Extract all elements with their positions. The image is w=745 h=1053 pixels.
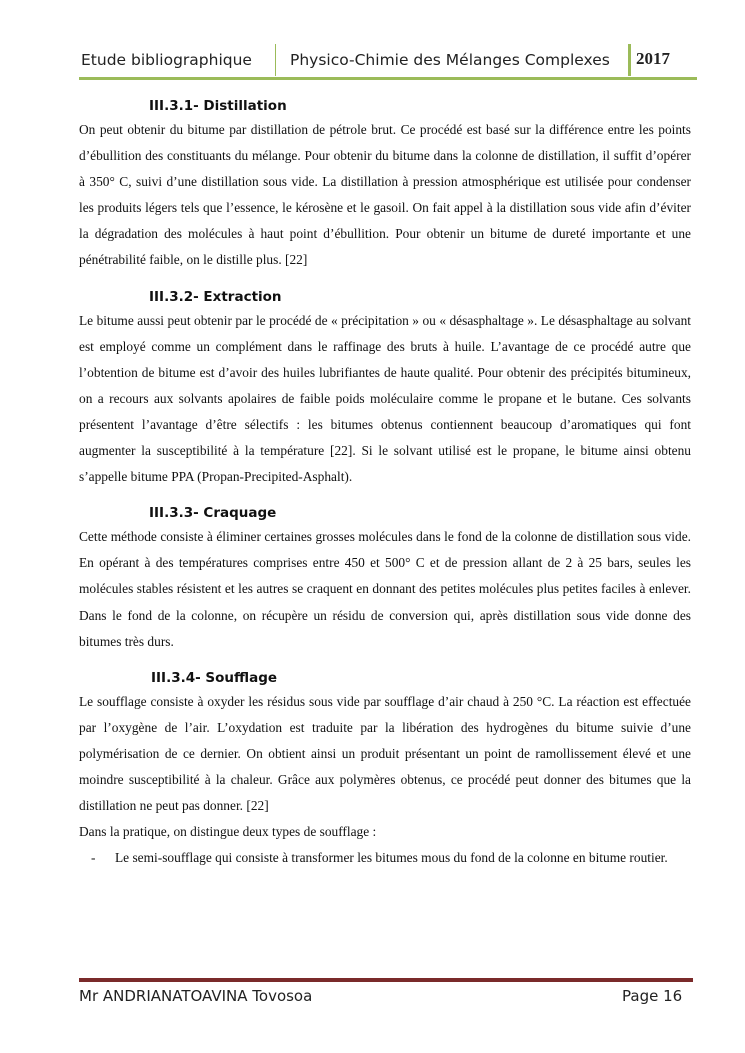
header-rule xyxy=(79,77,697,80)
section-heading-craquage: III.3.3- Craquage xyxy=(149,505,277,522)
footer-page-number: Page 16 xyxy=(622,987,683,1005)
paragraph-distillation: On peut obtenir du bitume par distillation de pétrole brut. Ce procédé est basé sur la différence entre les points d’ébullition des constituants du mélange. Pour obtenir du bitume dans la colonne de distillation, il suffit d’opérer à 350° C, suivi d’une distillation sous vide. La distillation à pression atmosphérique est utilisée pour condenser les produits légers tels que l’essence, le kérosène et le gasoil. On fait appel à la distillation sous vide afin d’éviter la dégradation des molécules à haut point d’ébullition. Pour obtenir un bitume de dureté importante et une pénétrabilité faible, on le distille plus. [22] xyxy=(79,122,691,268)
paragraph-craquage: Cette méthode consiste à éliminer certaines grosses molécules dans le fond de la colonne de distillation sous vide. En opérant à des températures comprises entre 450 et 500° C et de pression allant de 2 à 25 bars, seules les molécules stables résistent et les autres se craquent en donnant des petites molécules plus petites faciles à enlever. Dans le fond de la colonne, on récupère un résidu de conversion qui, après distillation sous vide donne des bitumes très durs. xyxy=(79,529,691,649)
header-separator-year xyxy=(628,44,631,76)
header-title: Physico-Chimie des Mélanges Complexes xyxy=(290,51,610,69)
list-item-text: Le semi-soufflage qui consiste à transformer les bitumes mous du fond de la colonne en bitume routier. xyxy=(115,850,668,866)
section-heading-soufflage: III.3.4- Soufflage xyxy=(151,669,278,686)
paragraph-soufflage: Le soufflage consiste à oxyder les résidus sous vide par soufflage d’air chaud à 250 °C. La réaction est effectuée par l’oxygène de l’air. L’oxydation est traduite par la libération des hydrogènes du bitume suivie d’une polymérisation de ce dernier. On obtient ainsi un produit présentant un point de ramollissement élevé et une moindre susceptibilité à la chaleur. Grâce aux polymères obtenus, ce procédé peut donner des bitumes que la distillation ne peut pas donner. [22] xyxy=(79,693,691,814)
footer-author: Mr ANDRIANATOAVINA Tovosoa xyxy=(79,987,313,1005)
header-year: 2017 xyxy=(636,49,670,68)
list-item xyxy=(79,845,691,871)
section-heading-distillation: III.3.1- Distillation xyxy=(149,98,287,114)
header-separator xyxy=(275,44,276,76)
paragraph-soufflage-types: Dans la pratique, on distingue deux types de soufflage : xyxy=(79,824,377,840)
footer-rule xyxy=(79,978,693,982)
page-body xyxy=(79,96,691,871)
page-header xyxy=(79,44,697,78)
list-bullet: - xyxy=(91,850,96,866)
section-heading-extraction: III.3.2- Extraction xyxy=(149,288,282,305)
header-chapter: Etude bibliographique xyxy=(81,51,252,69)
paragraph-extraction: Le bitume aussi peut obtenir par le procédé de « précipitation » ou « désasphaltage ». Le désasphaltage au solvant est employé comme un complément dans le raffinage des bruts à huile. L’avantage de ce procédé autre que l’obtention de bitume est d’avoir des huiles lubrifiantes de haute qualité. Pour obtenir des précipités bitumineux, on a recours aux solvants apolaires de faible poids moléculaire comme le propane et le butane. Ces solvants présentent l’avantage d’être sélectifs : les bitumes obtenus contiennent beaucoup d’aromatiques qui font augmenter la susceptibilité à la température [22]. Si le solvant utilisé est le propane, le bitume ainsi obtenu s’appelle bitume PPA (Propan-Precipited-Asphalt). xyxy=(79,312,691,485)
